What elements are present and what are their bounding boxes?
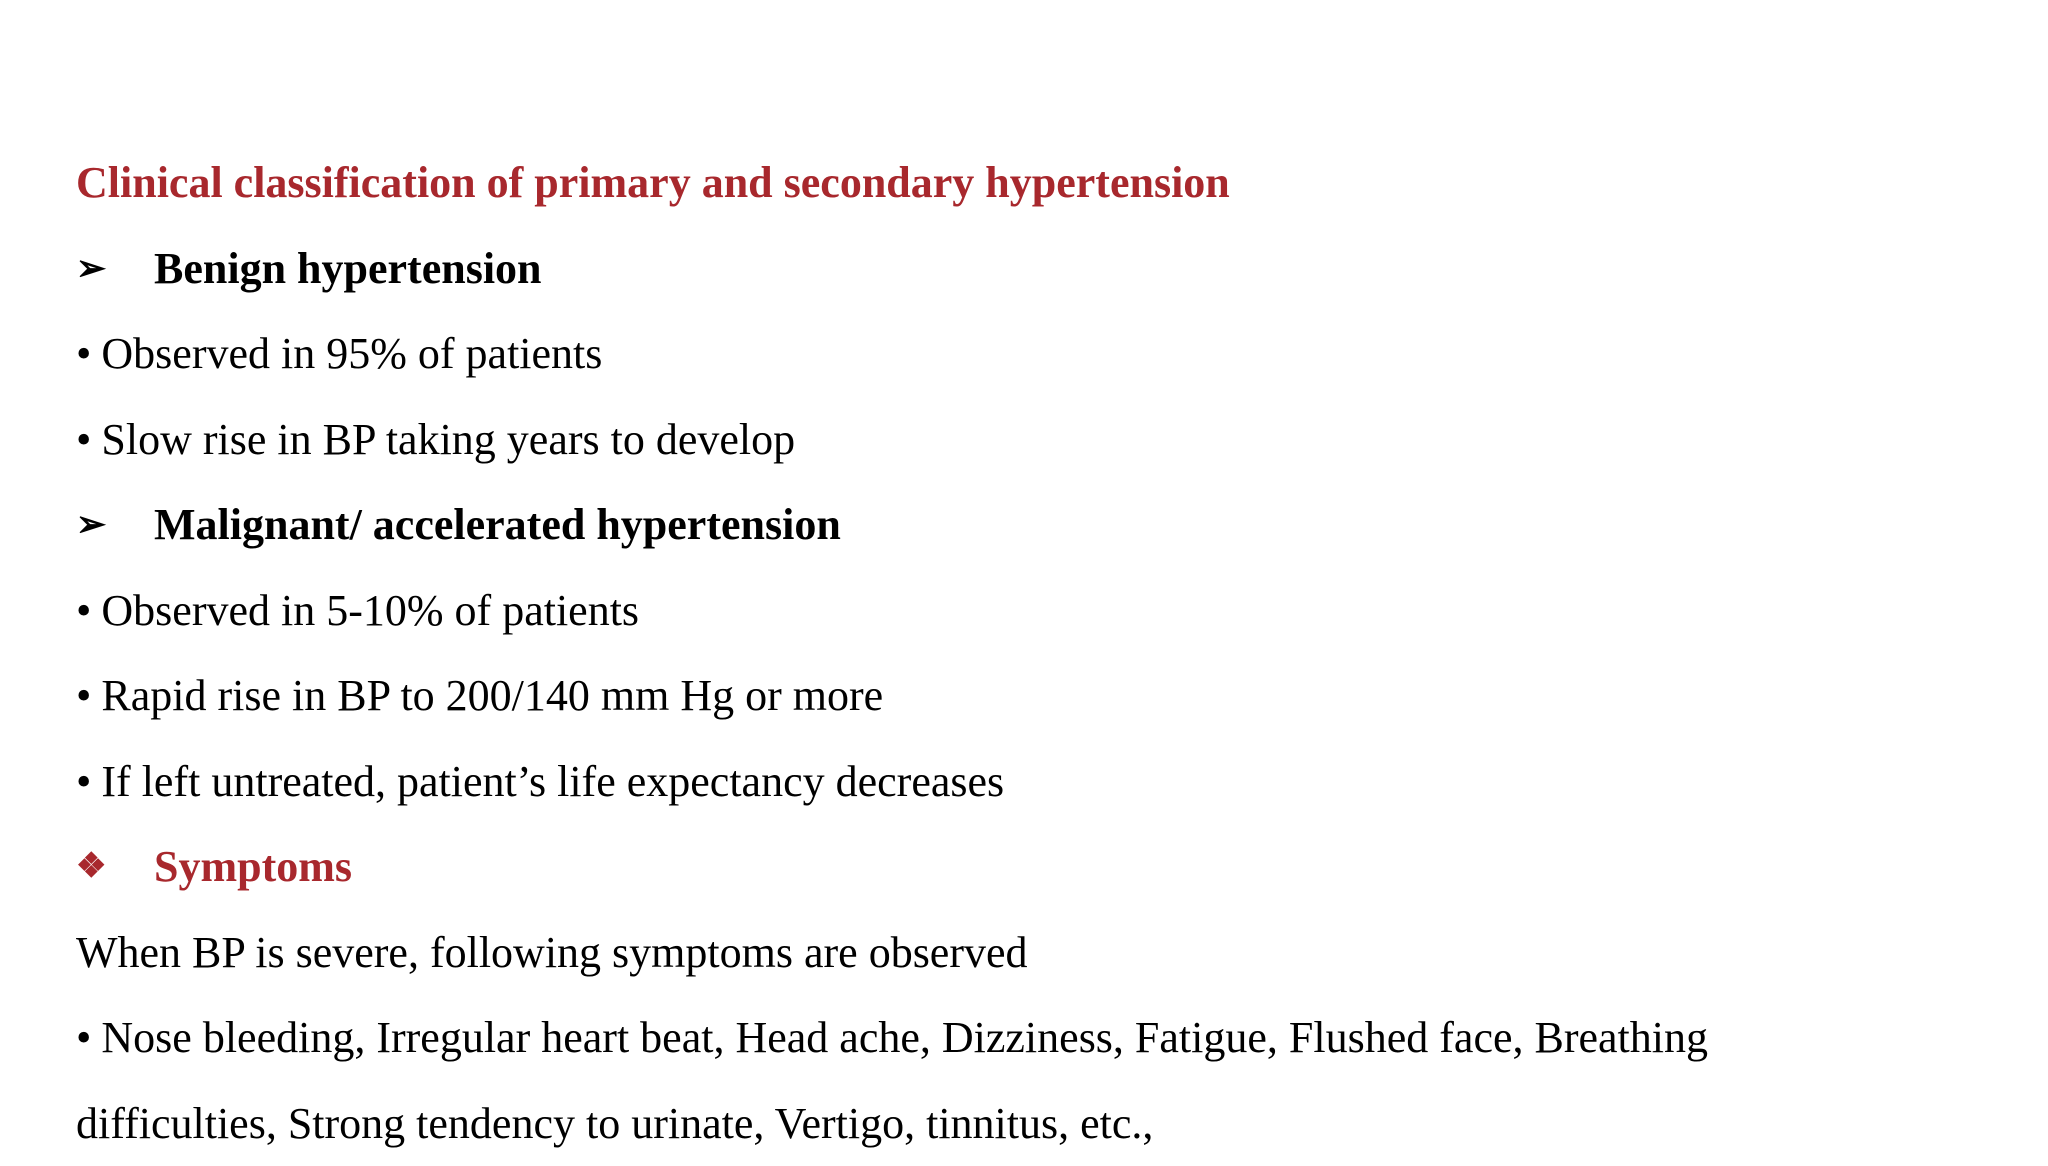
arrow-bullet-icon: ➢ <box>76 226 154 312</box>
slide-content <box>76 140 2016 1166</box>
bullet-dot-icon: • <box>76 311 91 397</box>
list-item-text: If left untreated, patient’s life expectancy decreases <box>101 757 1004 806</box>
bullet-dot-icon: • <box>76 397 91 483</box>
list-item-continuation: difficulties, Strong tendency to urinate, Vertigo, tinnitus, etc., <box>76 1081 2016 1166</box>
list-item-text: Nose bleeding, Irregular heart beat, Head ache, Dizziness, Fatigue, Flushed face, Breathing <box>101 1013 1708 1062</box>
list-item <box>76 568 2016 654</box>
section-heading-benign <box>76 226 2016 312</box>
list-item-text: Slow rise in BP taking years to develop <box>101 415 795 464</box>
list-item-text: Observed in 95% of patients <box>101 329 602 378</box>
list-item <box>76 653 2016 739</box>
list-item <box>76 995 2016 1081</box>
section-heading-text: Benign hypertension <box>154 244 542 293</box>
section-heading-malignant <box>76 482 2016 568</box>
section-heading-text: Symptoms <box>154 842 352 891</box>
bullet-dot-icon: • <box>76 653 91 739</box>
bullet-dot-icon: • <box>76 568 91 654</box>
slide-title: Clinical classification of primary and secondary hypertension <box>76 140 2016 226</box>
list-item <box>76 311 2016 397</box>
bullet-dot-icon: • <box>76 739 91 825</box>
list-item <box>76 739 2016 825</box>
section-heading-text: Malignant/ accelerated hypertension <box>154 500 841 549</box>
diamond-bullet-icon: ❖ <box>76 824 154 910</box>
bullet-dot-icon: • <box>76 995 91 1081</box>
list-item <box>76 397 2016 483</box>
list-item-text: Observed in 5-10% of patients <box>101 586 639 635</box>
section-heading-symptoms <box>76 824 2016 910</box>
symptoms-intro: When BP is severe, following symptoms are observed <box>76 910 2016 996</box>
arrow-bullet-icon: ➢ <box>76 482 154 568</box>
list-item-text: Rapid rise in BP to 200/140 mm Hg or more <box>101 671 883 720</box>
